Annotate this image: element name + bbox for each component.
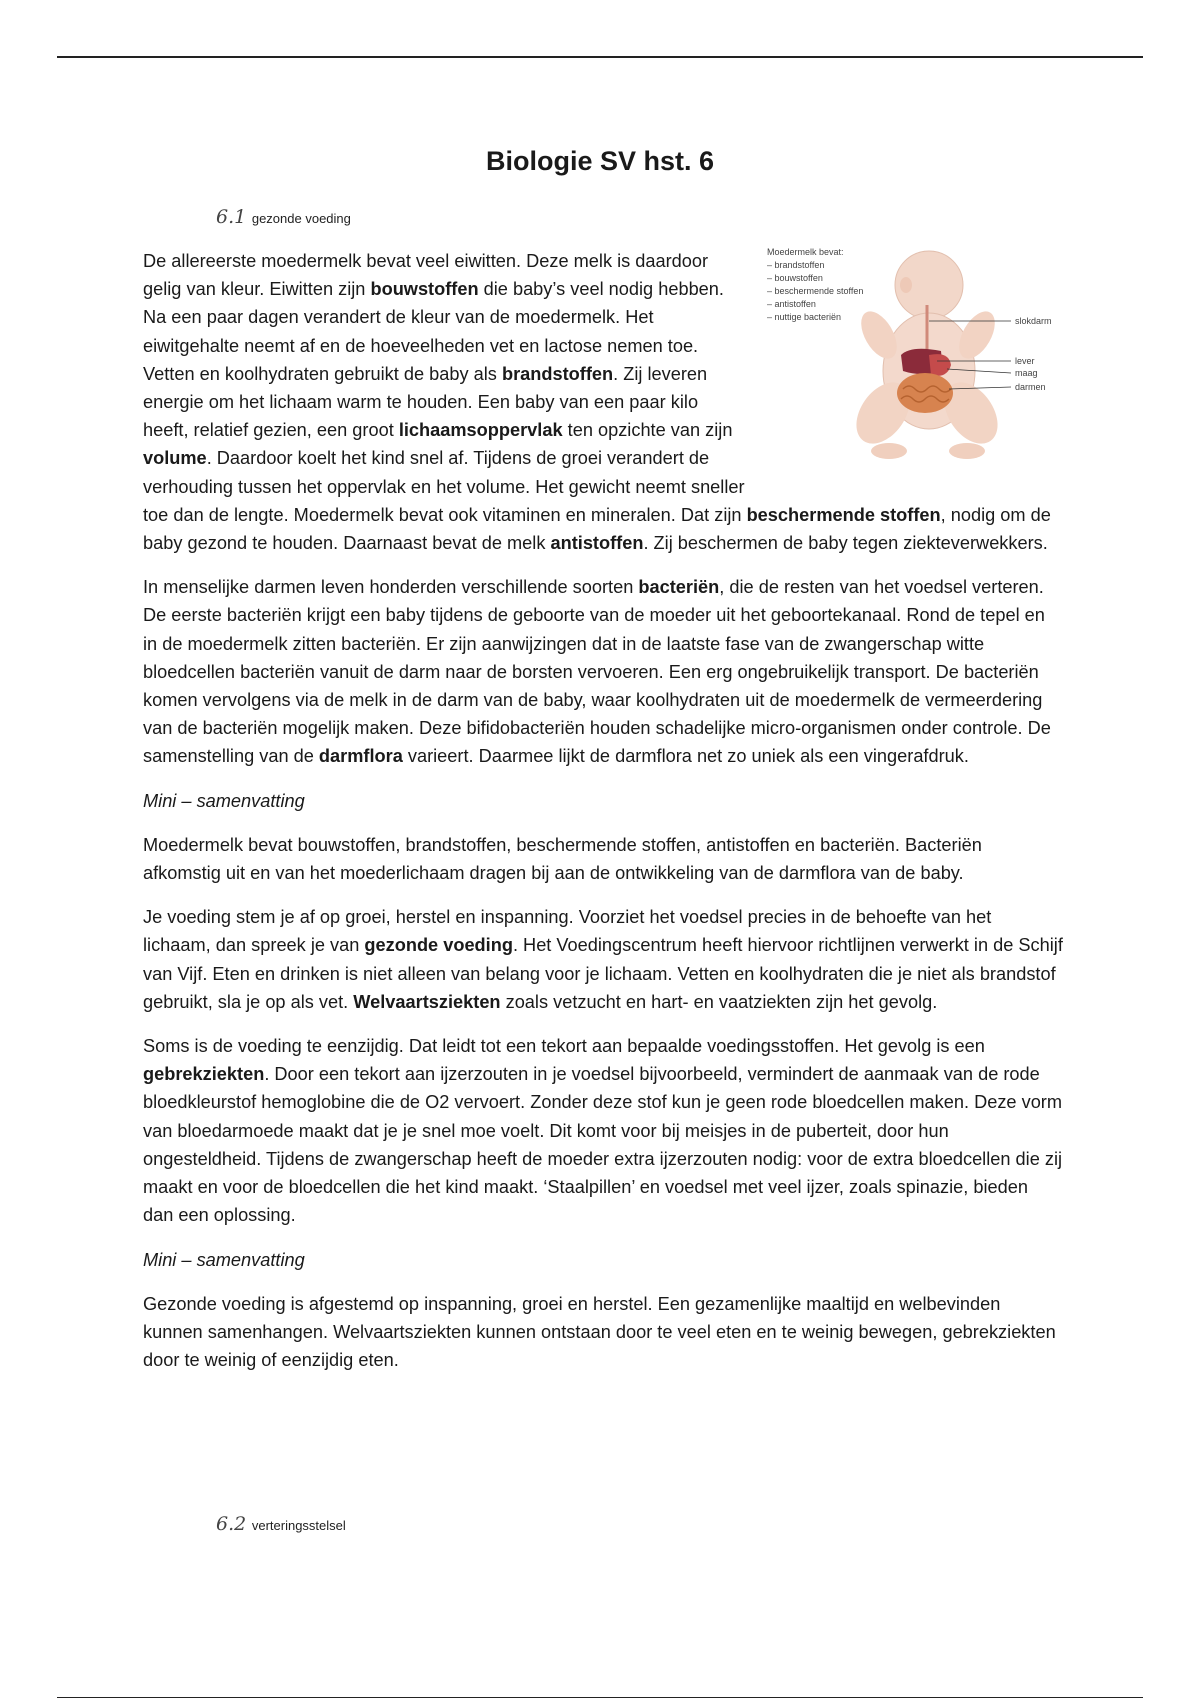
section-heading-6-2 bbox=[216, 1513, 346, 1535]
term-darmflora: darmflora bbox=[318, 746, 403, 767]
paragraph-moedermelk: De allereerste moedermelk bevat veel eiwitten. Deze melk is daardoor gelig van kleur. Eiwitten zijn bouwstoffen die baby’s veel nodig hebben. Na een paar dagen verandert de kleur van de moedermelk. Het eiwitgehalte neemt af en de hoeveelheden vet en lactose nemen toe. Vetten en koolhydraten gebruikt de baby als brandstoffen. Zij leveren energie om het lichaam warm te houden. Een baby van een paar kilo heeft, relatief gezien, een groot lichaamsoppervlak ten opzichte van zijn volume. Daardoor koelt het kind snel af. Tijdens de groei verandert de verhouding tussen het oppervlak en het volume. Het gewicht neemt sneller toe dan de lengte. Moedermelk bevat ook vitaminen en mineralen. Dat zijn beschermende stoffen, nodig om de baby gezond te houden. Daarnaast bevat de melk antistoffen. Zij beschermen de baby tegen ziekteverwekkers. bbox=[143, 251, 1051, 554]
baby-illustration bbox=[761, 243, 1073, 473]
top-rule bbox=[57, 56, 1143, 58]
document-body bbox=[143, 247, 1063, 1390]
figure-list-title: Moedermelk bevat: bbox=[767, 247, 844, 257]
section-title: verteringsstelsel bbox=[251, 1518, 346, 1533]
figure-list-item: – brandstoffen bbox=[767, 260, 825, 270]
mini-summary-heading: Mini – samenvatting bbox=[143, 1249, 305, 1270]
baby-digestion-figure bbox=[761, 243, 1073, 473]
term-antistoffen: antistoffen bbox=[550, 533, 644, 554]
page-title: Biologie SV hst. 6 bbox=[485, 146, 715, 176]
term-welvaartsziekten: Welvaartsziekten bbox=[353, 991, 501, 1012]
mini-summary-heading: Mini – samenvatting bbox=[143, 790, 305, 811]
label-maag: maag bbox=[1015, 368, 1038, 378]
figure-list-item: – bouwstoffen bbox=[767, 273, 823, 283]
paragraph-summary-2: Gezonde voeding is afgestemd op inspanning, groei en herstel. Een gezamenlijke maaltijd en welbevinden kunnen samenhangen. Welvaartsziekten kunnen ontstaan door te veel eten en te weinig bewegen, gebrekziekten door te weinig of eenzijdig eten. bbox=[143, 1293, 1056, 1371]
figure-list-item: – antistoffen bbox=[767, 299, 816, 309]
term-bacterien: bacteriën bbox=[638, 577, 720, 598]
term-gebrekziekten: gebrekziekten bbox=[143, 1064, 265, 1085]
term-lichaamsoppervlak: lichaamsoppervlak bbox=[398, 420, 563, 441]
term-gezonde-voeding: gezonde voeding bbox=[364, 935, 513, 956]
paragraph-summary-1: Moedermelk bevat bouwstoffen, brandstoffen, beschermende stoffen, antistoffen en bacteriën. Bacteriën afkomstig uit en van het moederlichaam dragen bij aan de ontwikkeling van de darmflora van de baby. bbox=[143, 834, 982, 884]
term-brandstoffen: brandstoffen bbox=[501, 363, 614, 384]
label-slokdarm: slokdarm bbox=[1015, 316, 1052, 326]
figure-list-item: – nuttige bacteriën bbox=[767, 312, 842, 322]
section-heading-6-1 bbox=[216, 206, 351, 228]
section-number: 6.1 bbox=[216, 206, 247, 228]
paragraph-bacterien: In menselijke darmen leven honderden verschillende soorten bacteriën, die de resten van het voedsel verteren. De eerste bacteriën krijgt een baby tijdens de geboorte van de moeder uit het geboortekanaal. Rond de tepel en in de moedermelk zitten bacteriën. Er zijn aanwijzingen dat in de laatste fase van de zwangerschap witte bloedcellen bacteriën vanuit de darm naar de borsten vervoeren. Een erg ongebruikelijk transport. De bacteriën komen vervolgens via de melk in de darm van de baby, waar koolhydraten uit de moedermelk de vermeerdering van de bacteriën mogelijk maken. Deze bifidobacteriën houden schadelijke micro-organismen onder controle. De samenstelling van de darmflora varieert. Daarmee lijkt de darmflora net zo uniek als een vingerafdruk. bbox=[143, 577, 1051, 767]
section-number: 6.2 bbox=[216, 1513, 247, 1535]
label-lever: lever bbox=[1015, 356, 1035, 366]
label-darmen: darmen bbox=[1015, 382, 1046, 392]
bottom-rule bbox=[57, 1697, 1143, 1698]
paragraph-gezonde-voeding: Je voeding stem je af op groei, herstel en inspanning. Voorziet het voedsel precies in de behoefte van het lichaam, dan spreek je van gezonde voeding. Het Voedingscentrum heeft hiervoor richtlijnen verwerkt in de Schijf van Vijf. Eten en drinken is niet alleen van belang voor je lichaam. Vetten en koolhydraten die je niet als brandstof gebruikt, sla je op als vet. Welvaartsziekten zoals vetzucht en hart- en vaatziekten zijn het gevolg. bbox=[143, 907, 1063, 1012]
intestines-shape bbox=[897, 373, 953, 413]
term-beschermende-stoffen: beschermende stoffen bbox=[746, 504, 941, 525]
term-bouwstoffen: bouwstoffen bbox=[370, 279, 479, 300]
section-title: gezonde voeding bbox=[251, 211, 351, 226]
term-volume: volume bbox=[143, 448, 207, 469]
paragraph-gebrekziekten: Soms is de voeding te eenzijdig. Dat leidt tot een tekort aan bepaalde voedingsstoffen. Het gevolg is een gebrekziekten. Door een tekort aan ijzerzouten in je voedsel bijvoorbeeld, vermindert de aanmaak van de rode bloedkleurstof hemoglobine die de O2 vervoert. Zonder deze stof kun je geen rode bloedcellen maken. Deze vorm van bloedarmoede maakt dat je je snel moe voelt. Dit komt voor bij meisjes in de puberteit, door hun ongesteldheid. Tijdens de zwangerschap heeft de moeder extra ijzerzouten nodig: voor de extra bloedcellen die zij maakt en voor de bloedcellen die het kind maakt. ‘Staalpillen’ en voedsel met veel ijzer, zoals spinazie, bieden dan een oplossing. bbox=[143, 1036, 1063, 1226]
figure-list-item: – beschermende stoffen bbox=[767, 286, 864, 296]
